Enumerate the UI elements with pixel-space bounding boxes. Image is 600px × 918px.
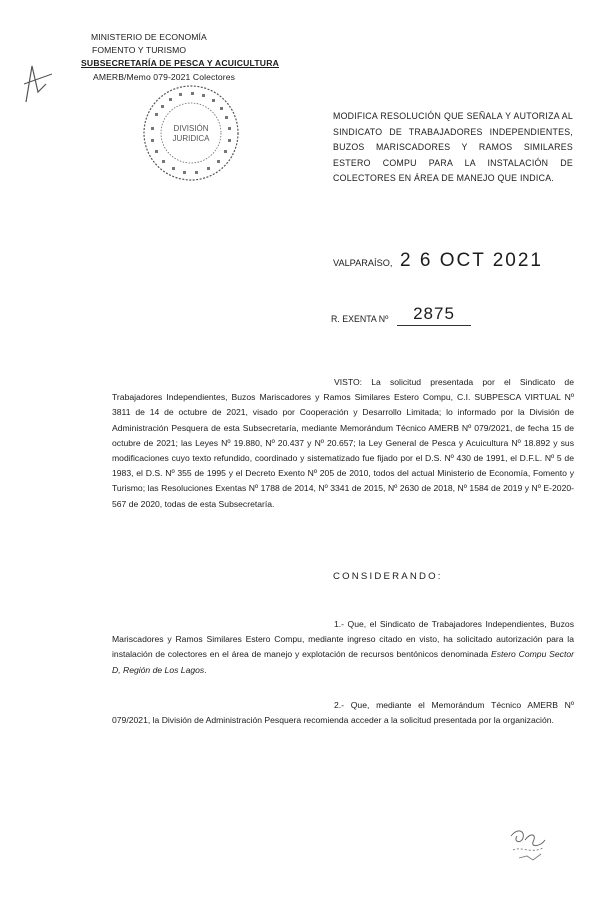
ministry-name: MINISTERIO DE ECONOMÍA — [91, 32, 207, 42]
handwritten-mark — [22, 62, 54, 106]
stamp-text-top: DIVISIÓN — [173, 124, 209, 133]
resolution-label: R. EXENTA Nº — [331, 314, 389, 324]
stamp-text-bottom: JURIDICA — [172, 134, 210, 143]
memo-reference: AMERB/Memo 079-2021 Colectores — [93, 72, 235, 82]
date-stamp: 2 6 OCT 2021 — [400, 250, 544, 271]
considerando-1-end: . — [204, 664, 207, 675]
area-name: Estero Compu Sector D, Región de Los Lagos — [112, 649, 574, 675]
visto-text: VISTO: La solicitud presentada por el Sindicato de Trabajadores Independientes, Buzos Mariscadores y Ramos Similares Estero Compu, C.I. SUBPESCA VIRTUAL Nº 3811 de 14 de octubre de 2021, visado por Cooperación y Desarrollo Limitada; lo informado por la División de Administración Pesquera de esta Subsecretaría, mediante Memorándum Técnico AMERB Nº 079/2021, de fecha 15 de octubre de 2021; las Leyes Nº 19.880, Nº 20.437 y Nº 20.657; la Ley General de Pesca y Acuicultura Nº 18.892 y sus modificaciones cuyo texto refundido, coordinado y sistematizado fue fijado por el D.S. Nº 430 de 1991, el D.F.L. Nº 5 de 1983, el D.S. Nº 355 de 1995 y el Decreto Exento Nº 205 de 2010, todos del actual Ministerio de Economía, Fomento y Turismo; las Resoluciones Exentas Nº 1788 de 2014, Nº 3341 de 2015, Nº 2630 de 2018, Nº 1584 de 2019 y Nº E-2020-567 de 2020, todas de esta Subsecretaría. — [112, 377, 574, 509]
considerando-2 — [112, 698, 574, 728]
visto-paragraph — [112, 375, 574, 512]
considerando-1 — [112, 617, 574, 678]
considerando-2-text: 2.- Que, mediante el Memorándum Técnico AMERB Nº 079/2021, la División de Administración Pesquera recomienda acceder a la solicitud presentada por la organización. — [112, 700, 574, 726]
resolution-number: 2875 — [397, 303, 471, 326]
division-juridica-stamp — [141, 83, 241, 183]
subsecretaria-name: SUBSECRETARÍA DE PESCA Y ACUICULTURA — [81, 58, 280, 68]
signature-initials — [503, 818, 553, 868]
considerando-1-text: 1.- Que, el Sindicato de Trabajadores Independientes, Buzos Mariscadores y Ramos Similares Estero Compu, mediante ingreso citado en visto, ha solicitado autorización para la instalación de colectores en el área de manejo y explotación de recursos bentónicos denominada — [112, 619, 574, 660]
ministry-subtitle: FOMENTO Y TURISMO — [92, 45, 187, 55]
considerando-heading: CONSIDERANDO: — [333, 571, 443, 582]
place: VALPARAÍSO, — [333, 258, 393, 268]
resolution-subject: MODIFICA RESOLUCIÓN QUE SEÑALA Y AUTORIZA AL SINDICATO DE TRABAJADORES INDEPENDIENTES, BUZOS MARISCADORES Y RAMOS SIMILARES ESTERO COMPU PARA LA INSTALACIÓN DE COLECTORES EN ÁREA DE MANEJO QUE INDICA. — [333, 111, 573, 184]
